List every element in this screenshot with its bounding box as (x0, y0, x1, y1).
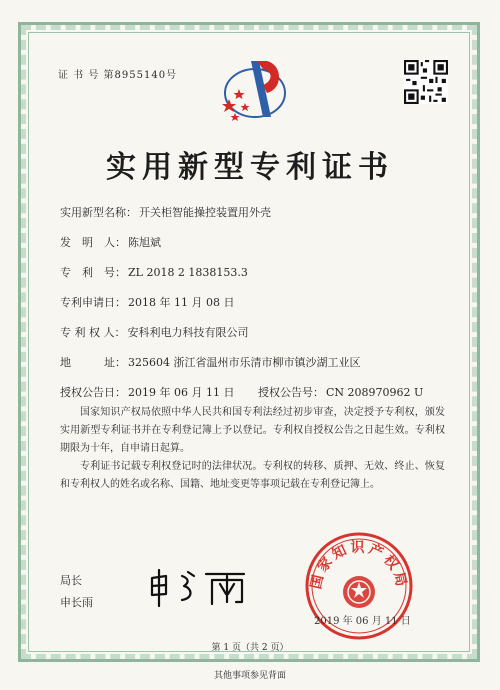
seal-date: 2019 年 06 月 11 日 (314, 616, 411, 627)
patentee-row (60, 324, 249, 340)
utility-name-row (60, 204, 271, 220)
address-label: 地 址： (60, 356, 126, 369)
patent-number-label: 专 利 号： (60, 266, 126, 279)
patentee-value: 安科利电力科技有限公司 (127, 326, 249, 339)
utility-name-label: 实用新型名称： (60, 206, 137, 219)
patentee-label: 专 利 权 人： (60, 326, 126, 339)
grant-number-label: 授权公告号： (258, 386, 324, 399)
filing-date-value: 2018 年 11 月 08 日 (128, 296, 235, 309)
paragraph-grant: 国家知识产权局依照中华人民共和国专利法经过初步审查，决定授予专利权，颁发实用新型专利证书并在专利登记簿上予以登记。专利权自授权公告之日起生效。专利权期限为十年，自申请日起算。 (60, 407, 445, 454)
svg-text:国家知识产权局: 国家知识产权局 (308, 540, 410, 591)
inventor-value: 陈旭斌 (128, 236, 161, 249)
address-value: 325604 浙江省温州市乐清市柳市镇沙湖工业区 (128, 356, 361, 369)
filing-date-label: 专利申请日： (60, 296, 126, 309)
grant-number-value: CN 208970962 U (326, 386, 424, 399)
page-number: 第 1 页（共 2 页） (211, 643, 289, 653)
handwritten-signature-icon (148, 568, 258, 608)
address-row (60, 354, 361, 370)
paragraph-legal-status: 专利证书记载专利权登记时的法律状况。专利权的转移、质押、无效、终止、恢复和专利权人的姓名或名称、国籍、地址变更等事项记载在专利登记簿上。 (60, 461, 445, 490)
grant-date-row (60, 384, 234, 400)
utility-name-value: 开关柜智能操控装置用外壳 (139, 206, 271, 219)
grant-date-value: 2019 年 06 月 11 日 (128, 386, 235, 399)
grant-number-row (258, 384, 423, 400)
certificate-number: 证 书 号 第8955140号 (58, 70, 178, 81)
patent-number-row (60, 264, 248, 280)
grant-date-label: 授权公告日： (60, 386, 126, 399)
inventor-row (60, 234, 161, 250)
inventor-label: 发 明 人： (60, 236, 126, 249)
document-title: 实用新型专利证书 (106, 150, 394, 185)
qr-code-icon (404, 60, 448, 104)
filing-date-row (60, 294, 234, 310)
patent-number-value: ZL 2018 2 1838153.3 (128, 266, 248, 279)
cnipa-logo-icon (213, 55, 293, 127)
signature-role: 局长 (60, 574, 82, 587)
signature-name: 申长雨 (60, 596, 93, 609)
footer-note: 其他事项参见背面 (213, 671, 286, 681)
